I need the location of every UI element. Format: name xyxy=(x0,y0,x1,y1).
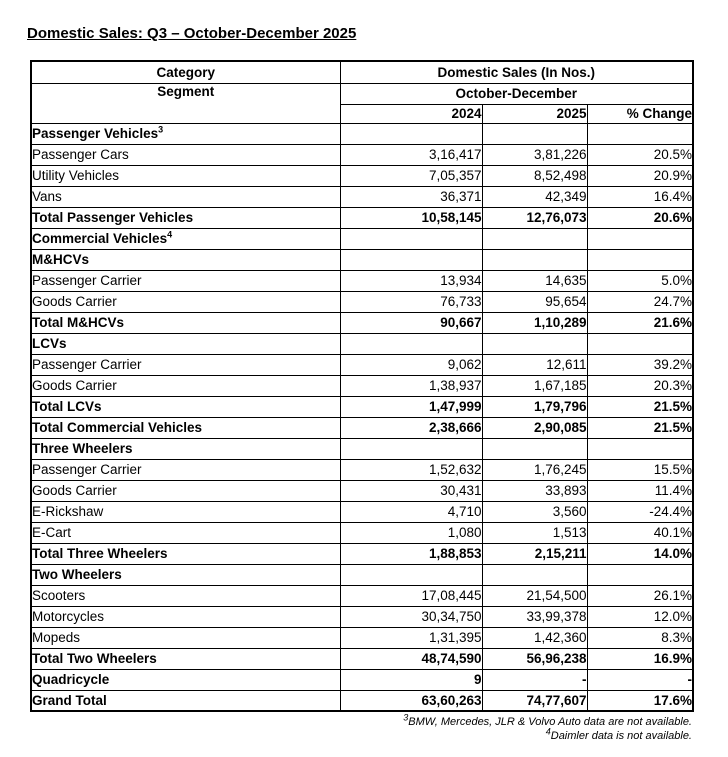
segment-label: Passenger Cars xyxy=(31,144,340,165)
value-change: 39.2% xyxy=(587,354,693,375)
segment-label: Goods Carrier xyxy=(31,291,340,312)
segment-label: Scooters xyxy=(31,585,340,606)
value-change xyxy=(587,123,693,144)
value-change xyxy=(587,564,693,585)
value-2024: 76,733 xyxy=(340,291,482,312)
table-row xyxy=(31,186,693,207)
value-2025: 2,90,085 xyxy=(482,417,587,438)
total-row xyxy=(31,543,693,564)
segment-label: Total Three Wheelers xyxy=(31,543,340,564)
value-2025 xyxy=(482,228,587,249)
value-change: 16.9% xyxy=(587,648,693,669)
value-2025 xyxy=(482,564,587,585)
footnote-passenger-vehicles xyxy=(30,712,692,729)
table-row xyxy=(31,144,693,165)
header-domestic-sales: Domestic Sales (In Nos.) xyxy=(340,61,693,83)
segment-label: Two Wheelers xyxy=(31,564,340,585)
value-2025: 14,635 xyxy=(482,270,587,291)
value-2025: 42,349 xyxy=(482,186,587,207)
value-2024: 1,080 xyxy=(340,522,482,543)
header-segment: Segment xyxy=(31,83,340,123)
value-2024: 48,74,590 xyxy=(340,648,482,669)
value-2025: 1,79,796 xyxy=(482,396,587,417)
total-row xyxy=(31,417,693,438)
value-2025: - xyxy=(482,669,587,690)
value-change: 21.5% xyxy=(587,396,693,417)
value-2024: 1,88,853 xyxy=(340,543,482,564)
value-2025: 33,893 xyxy=(482,480,587,501)
section-row xyxy=(31,228,693,249)
segment-label: Motorcycles xyxy=(31,606,340,627)
footnote-3-text: BMW, Mercedes, JLR & Volvo Auto data are not available. xyxy=(408,716,692,728)
segment-label: Utility Vehicles xyxy=(31,165,340,186)
value-2024: 9,062 xyxy=(340,354,482,375)
header-year-2024: 2024 xyxy=(340,104,482,123)
value-2024 xyxy=(340,123,482,144)
table-row xyxy=(31,291,693,312)
value-2024: 13,934 xyxy=(340,270,482,291)
value-2024: 10,58,145 xyxy=(340,207,482,228)
domestic-sales-table xyxy=(30,60,694,712)
segment-label: Passenger Carrier xyxy=(31,354,340,375)
section-row xyxy=(31,333,693,354)
segment-label: Mopeds xyxy=(31,627,340,648)
table-row xyxy=(31,165,693,186)
value-2025: 2,15,211 xyxy=(482,543,587,564)
value-2025: 33,99,378 xyxy=(482,606,587,627)
value-change: 20.3% xyxy=(587,375,693,396)
footnote-ref: 3 xyxy=(158,124,164,135)
segment-label: E-Rickshaw xyxy=(31,501,340,522)
value-2024: 3,16,417 xyxy=(340,144,482,165)
segment-label: Vans xyxy=(31,186,340,207)
value-change: 21.6% xyxy=(587,312,693,333)
value-2025: 1,76,245 xyxy=(482,459,587,480)
value-2024: 4,710 xyxy=(340,501,482,522)
footnotes xyxy=(30,712,692,743)
value-2025: 95,654 xyxy=(482,291,587,312)
value-change xyxy=(587,438,693,459)
segment-label: Three Wheelers xyxy=(31,438,340,459)
value-change: - xyxy=(587,669,693,690)
value-2024 xyxy=(340,438,482,459)
table-row xyxy=(31,606,693,627)
section-row xyxy=(31,438,693,459)
value-2025: 3,81,226 xyxy=(482,144,587,165)
value-2024: 36,371 xyxy=(340,186,482,207)
footnote-commercial-vehicles xyxy=(30,726,692,743)
value-2024: 1,47,999 xyxy=(340,396,482,417)
value-change: 26.1% xyxy=(587,585,693,606)
value-change: 5.0% xyxy=(587,270,693,291)
header-row-segment xyxy=(31,83,693,104)
table-row xyxy=(31,459,693,480)
footnote-3-marker: 3 xyxy=(403,712,409,723)
value-2024: 30,431 xyxy=(340,480,482,501)
value-2025: 12,611 xyxy=(482,354,587,375)
value-change xyxy=(587,333,693,354)
header-row-category xyxy=(31,61,693,83)
value-change: 24.7% xyxy=(587,291,693,312)
value-change: 16.4% xyxy=(587,186,693,207)
segment-label: Passenger Carrier xyxy=(31,270,340,291)
segment-label: Grand Total xyxy=(31,690,340,711)
header-year-2025: 2025 xyxy=(482,104,587,123)
header-percent-change: % Change xyxy=(587,104,693,123)
value-2025 xyxy=(482,333,587,354)
value-2025 xyxy=(482,123,587,144)
total-row xyxy=(31,207,693,228)
footnote-4-text: Daimler data is not available. xyxy=(550,730,692,742)
table-row xyxy=(31,270,693,291)
value-change: 20.9% xyxy=(587,165,693,186)
value-2024: 1,38,937 xyxy=(340,375,482,396)
value-change xyxy=(587,228,693,249)
segment-label: Quadricycle xyxy=(31,669,340,690)
value-2024: 17,08,445 xyxy=(340,585,482,606)
table-row xyxy=(31,354,693,375)
total-row xyxy=(31,669,693,690)
value-2024 xyxy=(340,249,482,270)
value-2025: 12,76,073 xyxy=(482,207,587,228)
table-row xyxy=(31,480,693,501)
value-2024: 90,667 xyxy=(340,312,482,333)
total-row xyxy=(31,690,693,711)
total-row xyxy=(31,648,693,669)
value-change xyxy=(587,249,693,270)
header-category: Category xyxy=(31,61,340,83)
value-change: 40.1% xyxy=(587,522,693,543)
segment-label: Goods Carrier xyxy=(31,480,340,501)
section-row xyxy=(31,564,693,585)
value-2025: 1,42,360 xyxy=(482,627,587,648)
section-row xyxy=(31,123,693,144)
value-change: 8.3% xyxy=(587,627,693,648)
value-2024: 1,31,395 xyxy=(340,627,482,648)
segment-label: Goods Carrier xyxy=(31,375,340,396)
value-2025: 74,77,607 xyxy=(482,690,587,711)
table-row xyxy=(31,585,693,606)
segment-label: Total Two Wheelers xyxy=(31,648,340,669)
segment-label: M&HCVs xyxy=(31,249,340,270)
table-row xyxy=(31,375,693,396)
value-2024: 1,52,632 xyxy=(340,459,482,480)
table-row xyxy=(31,501,693,522)
segment-label: Total LCVs xyxy=(31,396,340,417)
value-2024: 2,38,666 xyxy=(340,417,482,438)
value-2024 xyxy=(340,228,482,249)
value-change: 20.5% xyxy=(587,144,693,165)
value-change: 12.0% xyxy=(587,606,693,627)
value-2025: 1,10,289 xyxy=(482,312,587,333)
footnote-ref: 4 xyxy=(167,229,173,240)
value-2025 xyxy=(482,438,587,459)
value-2024: 7,05,357 xyxy=(340,165,482,186)
value-change: 11.4% xyxy=(587,480,693,501)
value-2025: 1,513 xyxy=(482,522,587,543)
section-row xyxy=(31,249,693,270)
value-2024: 9 xyxy=(340,669,482,690)
value-change: 15.5% xyxy=(587,459,693,480)
value-change: -24.4% xyxy=(587,501,693,522)
footnote-4-marker: 4 xyxy=(545,726,551,737)
value-change: 17.6% xyxy=(587,690,693,711)
value-2025: 56,96,238 xyxy=(482,648,587,669)
value-2024 xyxy=(340,333,482,354)
value-2025 xyxy=(482,249,587,270)
table-row xyxy=(31,627,693,648)
segment-label: E-Cart xyxy=(31,522,340,543)
value-2024: 63,60,263 xyxy=(340,690,482,711)
value-2025: 8,52,498 xyxy=(482,165,587,186)
value-2025: 1,67,185 xyxy=(482,375,587,396)
value-change: 21.5% xyxy=(587,417,693,438)
segment-label: Total Commercial Vehicles xyxy=(31,417,340,438)
total-row xyxy=(31,396,693,417)
table-body xyxy=(31,123,693,711)
header-period: October-December xyxy=(340,83,693,104)
value-2025: 21,54,500 xyxy=(482,585,587,606)
segment-label: Total M&HCVs xyxy=(31,312,340,333)
value-change: 20.6% xyxy=(587,207,693,228)
total-row xyxy=(31,312,693,333)
segment-label: LCVs xyxy=(31,333,340,354)
value-2024 xyxy=(340,564,482,585)
segment-label: Commercial Vehicles$^4$ xyxy=(31,228,340,249)
value-change: 14.0% xyxy=(587,543,693,564)
segment-label: Passenger Carrier xyxy=(31,459,340,480)
value-2024: 30,34,750 xyxy=(340,606,482,627)
value-2025: 3,560 xyxy=(482,501,587,522)
page-title: Domestic Sales: Q3 – October-December 2025 xyxy=(27,25,357,42)
table-row xyxy=(31,522,693,543)
segment-label: Total Passenger Vehicles xyxy=(31,207,340,228)
segment-label: Passenger Vehicles$^3$ xyxy=(31,123,340,144)
